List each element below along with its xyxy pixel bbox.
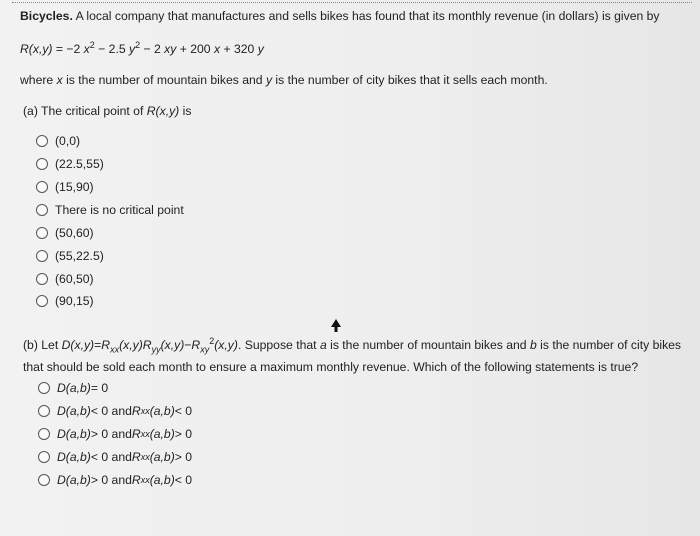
prompt-text: . Suppose that [237,338,320,353]
option-label: < 0 and [90,404,132,418]
radio-button[interactable] [36,204,48,216]
option-subscript: xx [140,406,150,416]
part-b-option-5[interactable] [38,473,192,487]
prompt-math: (x,y) [160,338,185,353]
part-b-option-1[interactable] [38,381,108,395]
radio-button[interactable] [36,250,48,262]
mouse-cursor-icon [330,318,342,334]
option-label: There is no critical point [55,203,184,217]
option-label: > 0 and [90,427,132,441]
part-a-option-4[interactable] [36,203,184,217]
prompt-text: is the number of mountain bikes and [326,338,530,353]
option-label: > 0 [174,427,193,441]
prompt-subscript: xy [200,344,210,355]
prompt-math: = [94,338,102,353]
radio-button[interactable] [38,451,50,463]
prompt-math: b [529,338,537,353]
option-subscript: xx [140,452,150,462]
radio-button[interactable] [36,227,48,239]
option-subscript: xx [140,475,150,485]
formula-part: + 200 [176,42,214,57]
formula-exponent: 2 [89,40,95,50]
option-math: R [131,427,141,441]
part-a-prompt [23,104,191,118]
option-math: (a,b) [149,473,175,487]
option-math: D(a,b) [57,404,91,418]
part-b-option-4[interactable] [38,450,192,464]
option-math: R [131,473,141,487]
part-a-option-2[interactable] [36,157,104,171]
prompt-function: R(x,y) [146,104,180,118]
prompt-math: (x,y) [119,338,143,353]
part-a-option-8[interactable] [36,294,94,308]
part-a-option-7[interactable] [36,272,94,286]
radio-button[interactable] [36,181,48,193]
prompt-subscript: yy [151,344,161,355]
prompt-math: R [101,338,111,353]
part-a-option-3[interactable] [36,180,94,194]
option-math: D(a,b) [57,427,91,441]
definition-text: is the number of city bikes that it sells each month. [272,73,548,87]
option-label: (50,60) [55,226,94,240]
option-label: (90,15) [55,294,94,308]
prompt-text: (b) Let [23,338,62,353]
option-label: (60,50) [55,272,94,286]
definition-var: y [265,73,273,87]
problem-title: Bicycles. [20,9,73,23]
definition-text: is the number of mountain bikes and [62,73,266,87]
option-math: D(a,b) [57,473,91,487]
revenue-formula [20,40,264,56]
formula-exponent: 2 [135,40,141,50]
top-divider [12,2,692,3]
radio-button[interactable] [38,405,50,417]
option-math: R [131,450,141,464]
formula-var: x [213,42,221,57]
prompt-math: (x,y) [214,338,238,353]
formula-part: = −2 [52,42,84,57]
part-b-prompt [23,333,693,376]
part-a-option-5[interactable] [36,226,94,240]
definition-text: where [20,73,57,87]
radio-button[interactable] [36,295,48,307]
formula-var: xy [164,42,177,57]
option-label: < 0 and [90,450,132,464]
radio-button[interactable] [36,135,48,147]
part-b-option-3[interactable] [38,427,192,441]
option-subscript: xx [140,429,150,439]
prompt-text: is the number of city bikes [536,338,682,353]
problem-intro [20,9,660,23]
prompt-text: that should be sold each month to ensure a maximum monthly revenue. Which of the following statements is true? [23,359,639,374]
formula-part: − 2 [140,42,165,57]
prompt-text: is [179,104,192,118]
prompt-math: R [191,338,201,353]
radio-button[interactable] [38,428,50,440]
option-math: (a,b) [149,404,175,418]
option-math: (a,b) [149,427,175,441]
prompt-text: (a) The critical point of [23,104,147,118]
option-label: > 0 [174,450,193,464]
prompt-superscript: 2 [209,336,215,346]
problem-intro-text: A local company that manufactures and sells bikes has found that its monthly revenue (in dollars) is given by [72,9,660,23]
option-label: > 0 and [90,473,132,487]
option-math: D(a,b) [57,381,91,395]
option-label: (22.5,55) [55,157,104,171]
formula-var: y [257,42,264,57]
part-b-option-2[interactable] [38,404,192,418]
prompt-math: a [319,338,327,353]
option-label: (0,0) [55,134,81,148]
definition-var: x [56,73,63,87]
radio-button[interactable] [38,474,50,486]
prompt-math: R [142,338,152,353]
option-math: R [131,404,141,418]
prompt-subscript: xx [110,344,120,355]
radio-button[interactable] [38,382,50,394]
formula-part: − 2.5 [94,42,129,57]
prompt-math: D(x,y) [61,338,95,353]
part-a-option-6[interactable] [36,249,104,263]
formula-part: + 320 [220,42,258,57]
radio-button[interactable] [36,158,48,170]
part-a-option-1[interactable] [36,134,80,148]
prompt-math: − [184,338,192,353]
formula-var: y [129,42,136,57]
option-label: (15,90) [55,180,94,194]
formula-lhs: R(x,y) [20,42,53,57]
option-label: = 0 [90,381,109,395]
variable-definition [20,73,548,87]
option-label: (55,22.5) [55,249,104,263]
option-math: (a,b) [149,450,175,464]
option-label: < 0 [174,473,193,487]
formula-var: x [83,42,90,57]
option-math: D(a,b) [57,450,91,464]
radio-button[interactable] [36,273,48,285]
option-label: < 0 [174,404,193,418]
